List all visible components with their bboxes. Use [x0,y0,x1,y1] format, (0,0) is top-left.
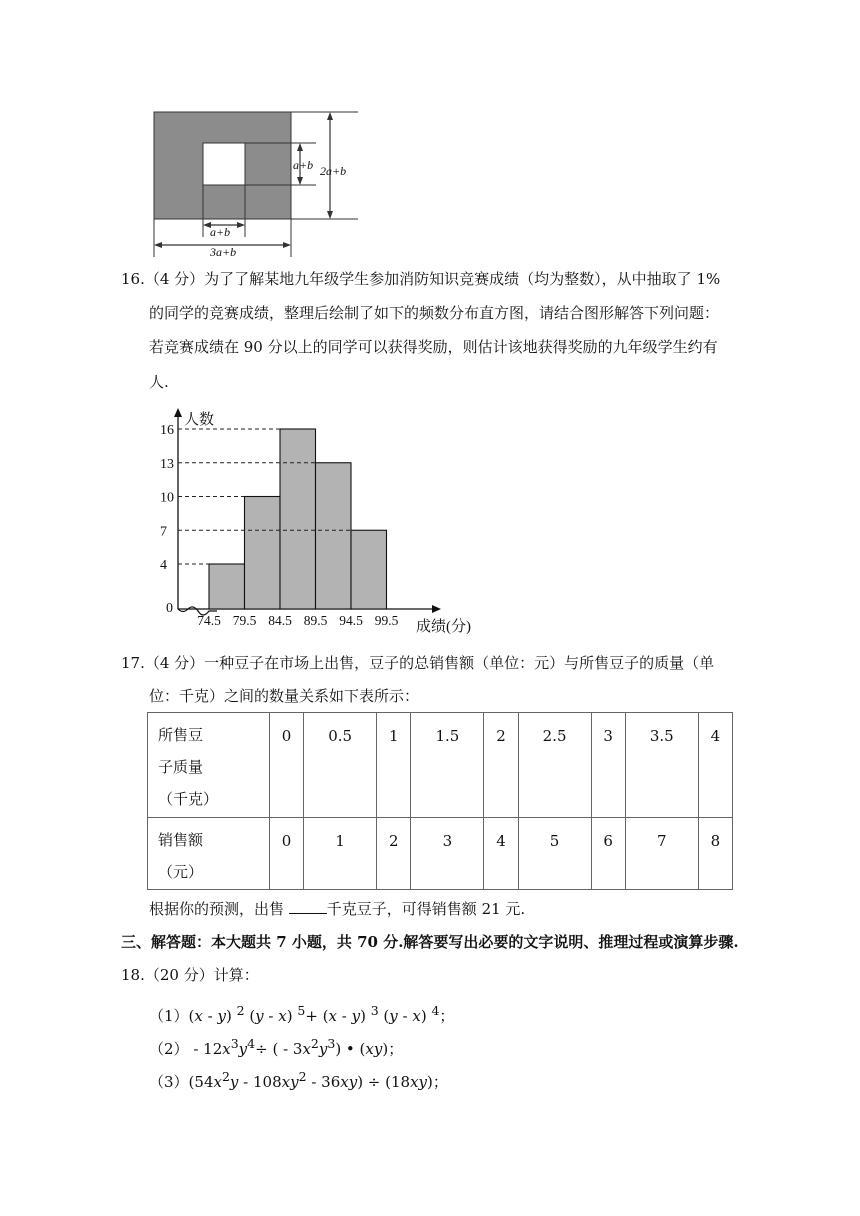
q16-line-3: 若竞赛成绩在 90 分以上的同学可以获得奖励，则估计该地获得奖励的九年级学生约有 [149,338,718,356]
white-square [203,143,245,185]
table-cell: 8 [698,818,732,890]
x-tick-label: 74.5 [197,613,221,628]
q17-question-before: 根据你的预测，出售 [149,900,285,918]
histogram-bar [351,530,387,609]
table-cell: 7 [625,818,698,890]
q18-part-3: $(3)(54x^2y$ ‑ $108xy^2$ ‑ 36xy) ÷ (18xy)； [149,1069,448,1091]
row1-header [148,713,270,818]
x-tick-label: 89.5 [303,613,328,628]
x-tick-label: 99.5 [374,613,399,628]
section-3-heading: 三、解答题：本大题共 7 小题，共 70 分.解答要写出必要的文字说明、推理过程或演算步骤. [121,933,739,951]
table-cell: 0 [270,713,304,818]
y-tick-label: 4 [160,558,167,573]
table-cell: 1 [304,818,377,890]
q18-part-2: （2） ‑ $12x^3y^4\div$ ( ‑ $3x^2y^3$) • (xy)； [149,1036,404,1058]
table-cell: 4 [484,818,518,890]
q17-line-2: 位：千克）之间的数量关系如下表所示： [149,687,420,705]
label-inner-width: a+b [210,225,231,239]
table-cell: 0.5 [304,713,377,818]
table-cell: 2.5 [518,713,591,818]
y-axis-title: 人数 [184,412,215,428]
y-tick-label: 13 [160,456,174,472]
x-tick-label: 84.5 [268,613,292,628]
table-cell: 0 [270,818,304,890]
geometry-figure [140,105,370,260]
table-cell: 1 [377,713,411,818]
x-axis-title: 成绩(分) [416,619,471,635]
table-cell: 2 [377,818,411,890]
table-cell: 3 [591,713,625,818]
table-cell: 3 [411,818,484,890]
histogram-bar [209,564,245,609]
table-cell: 3.5 [625,713,698,818]
q18-part-1: （1）(x ‑ y) $^2$ (y ‑ x) $^5$+ (x ‑ y) $^3$ (y ‑ x) $^4$； [149,1003,455,1025]
x-tick-label: 94.5 [339,613,363,628]
table-cell: 6 [591,818,625,890]
label-outer-width: 3a+b [210,245,237,259]
y-tick-label: 16 [160,423,174,438]
y-tick-label: 10 [160,490,174,506]
histogram-bar [316,463,352,609]
answer-blank [289,899,327,914]
row1-header-line: （千克） [158,790,219,808]
table-cell: 2 [484,713,518,818]
y-axis-arrow [174,408,182,417]
table-cell: 5 [518,818,591,890]
label-outer-height: 2a+b [320,164,347,178]
beans-table [147,712,733,890]
x-tick-label: 79.5 [232,613,257,628]
row1-header-line: 所售豆 [158,726,204,744]
table-cell: 4 [698,713,732,818]
y-tick-label: 0 [166,601,173,616]
q16-line-2: 的同学的竞赛成绩，整理后绘制了如下的频数分布直方图，请结合图形解答下列问题： [149,304,720,322]
q17-question [149,898,525,920]
table-row [148,713,733,818]
q18-line-1: 18.（20 分）计算： [121,966,259,984]
x-axis-arrow [432,605,441,613]
table-row [148,818,733,890]
q18-part-1-label: （1） [149,1007,189,1025]
q18-part-2-label: （2） [149,1040,189,1058]
q16-line-4: 人. [149,373,169,391]
row2-header [148,818,270,890]
frequency-histogram [140,402,490,642]
q16-line-1: 16.（4 分）为了了解某地九年级学生参加消防知识竞赛成绩（均为整数），从中抽取了 1% [121,270,721,288]
row1-header-line: 子质量 [158,758,204,776]
q17-question-after: 千克豆子，可得销售额 21 元. [326,900,526,918]
row2-header-line: （元） [158,863,204,881]
histogram-bar [280,429,316,609]
row2-header-line: 销售额 [158,831,204,849]
q18-part-3-label: （3） [149,1073,189,1091]
q17-line-1: 17.（4 分）一种豆子在市场上出售，豆子的总销售额（单位：元）与所售豆子的质量（单 [121,654,715,672]
histogram-bar [245,497,281,610]
label-inner-height: a+b [293,158,314,172]
table-cell: 1.5 [411,713,484,818]
y-tick-label: 7 [160,524,167,540]
